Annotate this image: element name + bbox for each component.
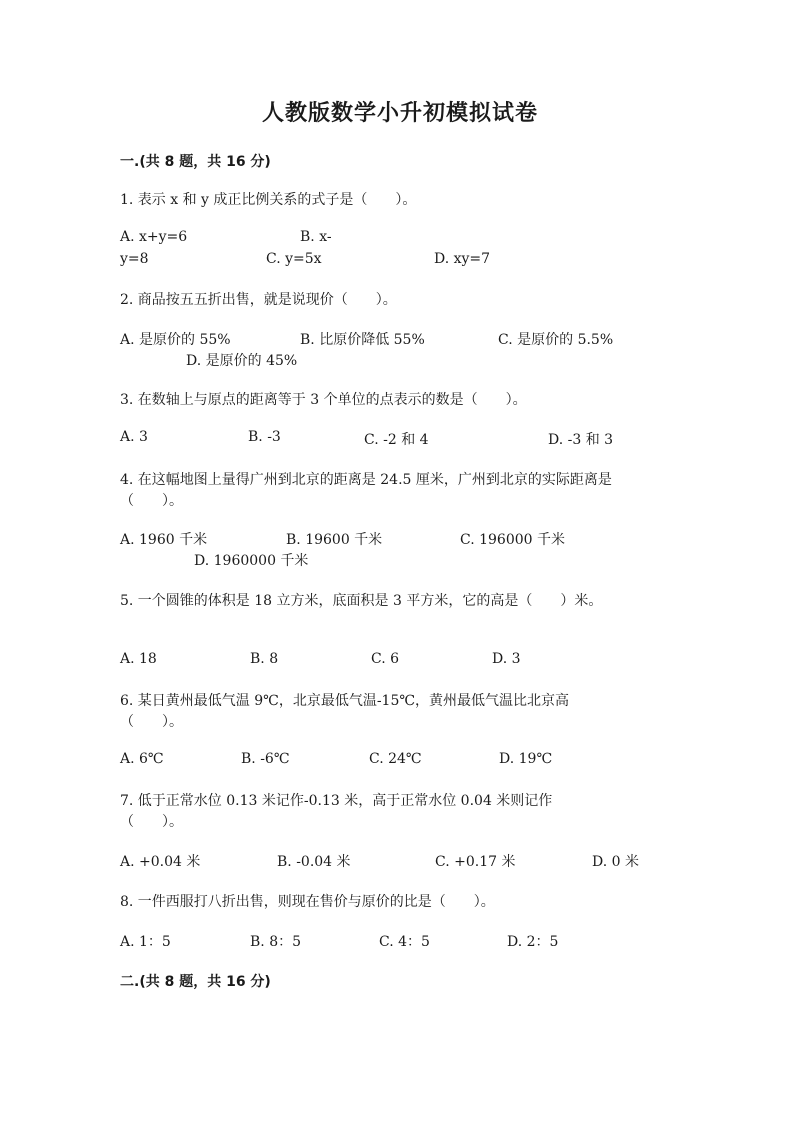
section-heading-1: 一.(共 8 题，共 16 分) [120, 154, 271, 170]
question-1-option-d: D. xy=7 [434, 251, 491, 267]
question-6-stem: 6. 某日黄州最低气温 9℃，北京最低气温-15℃，黄州最低气温比北京高 [120, 693, 570, 709]
question-8-option-c: C. 4：5 [379, 934, 430, 950]
question-1-option-b-cont: y=8 [120, 251, 149, 267]
question-2-option-d: D. 是原价的 45% [186, 353, 298, 369]
question-1-option-a: A. x+y=6 [120, 229, 188, 245]
question-7-option-a: A. +0.04 米 [120, 854, 201, 870]
question-3-option-d: D. -3 和 3 [548, 432, 614, 448]
question-2-option-c: C. 是原价的 5.5% [498, 332, 614, 348]
question-4-option-c: C. 196000 千米 [460, 532, 566, 548]
question-4-option-d: D. 1960000 千米 [194, 553, 309, 569]
question-5-option-d: D. 3 [492, 651, 521, 667]
question-2-option-b: B. 比原价降低 55% [300, 332, 425, 348]
question-8-option-b: B. 8：5 [250, 934, 302, 950]
question-3-option-b: B. -3 [248, 429, 281, 445]
question-1-option-c: C. y=5x [266, 251, 322, 267]
question-2-option-a: A. 是原价的 55% [120, 332, 231, 348]
page-title: 人教版数学小升初模拟试卷 [261, 101, 538, 126]
question-5-option-a: A. 18 [120, 651, 157, 667]
question-1-option-b: B. x- [300, 229, 332, 245]
question-4-option-a: A. 1960 千米 [120, 532, 208, 548]
question-4-option-b: B. 19600 千米 [286, 532, 383, 548]
question-8-stem: 8. 一件西服打八折出售，则现在售价与原价的比是（ ）。 [120, 894, 495, 910]
section-heading-2: 二.(共 8 题，共 16 分) [120, 974, 271, 990]
question-6-option-a: A. 6℃ [120, 751, 164, 767]
question-2-stem: 2. 商品按五五折出售，就是说现价（ ）。 [120, 292, 397, 308]
question-6-stem-cont: （ ）。 [120, 714, 183, 730]
question-3-option-a: A. 3 [120, 429, 148, 445]
question-4-stem: 4. 在这幅地图上量得广州到北京的距离是 24.5 厘米，广州到北京的实际距离是 [120, 472, 612, 488]
question-6-option-d: D. 19℃ [499, 751, 553, 767]
question-5-option-c: C. 6 [371, 651, 400, 667]
question-4-stem-cont: （ ）。 [120, 493, 183, 509]
question-7-option-c: C. +0.17 米 [435, 854, 516, 870]
question-3-stem: 3. 在数轴上与原点的距离等于 3 个单位的点表示的数是（ ）。 [120, 392, 527, 408]
question-5-stem: 5. 一个圆锥的体积是 18 立方米，底面积是 3 平方米，它的高是（ ）米。 [120, 593, 603, 609]
question-7-stem-cont: （ ）。 [120, 814, 183, 830]
question-7-option-b: B. -0.04 米 [277, 854, 351, 870]
question-1-stem: 1. 表示 x 和 y 成正比例关系的式子是（ ）。 [120, 192, 417, 208]
question-3-option-c: C. -2 和 4 [364, 432, 429, 448]
question-7-stem: 7. 低于正常水位 0.13 米记作-0.13 米，高于正常水位 0.04 米则记作 [120, 793, 553, 809]
question-5-option-b: B. 8 [250, 651, 279, 667]
question-7-option-d: D. 0 米 [592, 854, 639, 870]
question-8-option-d: D. 2：5 [507, 934, 559, 950]
question-6-option-c: C. 24℃ [369, 751, 422, 767]
question-6-option-b: B. -6℃ [241, 751, 290, 767]
question-8-option-a: A. 1：5 [120, 934, 171, 950]
